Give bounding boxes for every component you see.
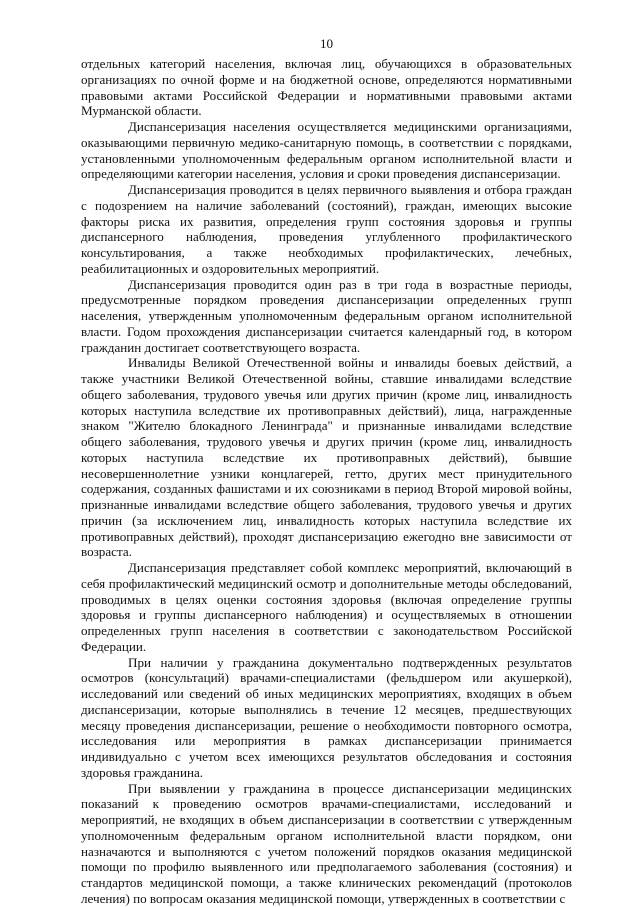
paragraph: Инвалиды Великой Отечественной войны и инвалиды боевых действий, а также участники Великой Отечественной войны, ставшие инвалидами вследствие общего заболевания, трудового увечья или других причин (кроме лиц, инвалидность которых наступила вследствие их противоправных действий), лица, награжденные знаком "Жителю блокадного Ленинграда" и признанные инвалидами вследствие общего заболевания, трудового увечья и других причин (кроме лиц, инвалидность которых наступила вследствие их противоправных действий), бывшие несовершеннолетние узники концлагерей, гетто, других мест принудительного содержания, созданных фашистами и их союзниками в период Второй мировой войны, признанные инвалидами вследствие общего заболевания, трудового увечья и других причин (за исключением лиц, инвалидность которых наступила вследствие их противоправных действий), проходят диспансеризацию ежегодно вне зависимости от возраста. (81, 355, 572, 560)
paragraph: отдельных категорий населения, включая лиц, обучающихся в образовательных организациях по очной форме и на бюджетной основе, определяются нормативными правовыми актами Российской Федерации и нормативными правовыми актами Мурманской области. (81, 56, 572, 119)
paragraph: Диспансеризация проводится в целях первичного выявления и отбора граждан с подозрением на наличие заболеваний (состояний), граждан, имеющих высокие факторы риска их развития, определения групп состояния здоровья и группы диспансерного наблюдения, проведения углубленного профилактического консультирования, а также необходимых профилактических, лечебных, реабилитационных и оздоровительных мероприятий. (81, 182, 572, 276)
paragraph: При выявлении у гражданина в процессе диспансеризации медицинских показаний к проведению осмотров врачами-специалистами, исследований и мероприятий, не входящих в объем диспансеризации в соответствии с утвержденным уполномоченным федеральным органом исполнительной власти порядком, они назначаются и выполняются с учетом положений порядков оказания медицинской помощи по профилю выявленного или предполагаемого заболевания (состояния) и стандартов медицинской помощи, а также клинических рекомендаций (протоколов лечения) по вопросам оказания медицинской помощи, утвержденных в соответствии с (81, 780, 572, 906)
paragraph: Диспансеризация населения осуществляется медицинскими организациями, оказывающими первичную медико-санитарную помощь, в соответствии с порядками, установленными уполномоченным федеральным органом исполнительной власти и определяющими категории населения, условия и сроки проведения диспансеризации. (81, 119, 572, 182)
page-number: 10 (319, 36, 334, 51)
paragraph: Диспансеризация проводится один раз в три года в возрастные периоды, предусмотренные порядком проведения диспансеризации определенных групп населения, утвержденным уполномоченным федеральным органом исполнительной власти. Годом прохождения диспансеризации считается календарный год, в котором гражданин достигает соответствующего возраста. (81, 276, 572, 355)
paragraph: При наличии у гражданина документально подтвержденных результатов осмотров (консультаций) врачами-специалистами (фельдшером или акушеркой), исследований или сведений об иных медицинских мероприятиях, входящих в объем диспансеризации, которые выполнялись в течение 12 месяцев, предшествующих месяцу проведения диспансеризации, решение о необходимости повторного осмотра, исследования или мероприятия в рамках диспансеризации принимается индивидуально с учетом всех имеющихся результатов обследования и состояния здоровья гражданина. (81, 654, 572, 780)
paragraph: Диспансеризация представляет собой комплекс мероприятий, включающий в себя профилактический медицинский осмотр и дополнительные методы обследований, проводимых в целях оценки состояния здоровья (включая определение группы здоровья и группы диспансерного наблюдения) и осуществляемых в отношении определенных групп населения в соответствии с законодательством Российской Федерации. (81, 560, 572, 654)
